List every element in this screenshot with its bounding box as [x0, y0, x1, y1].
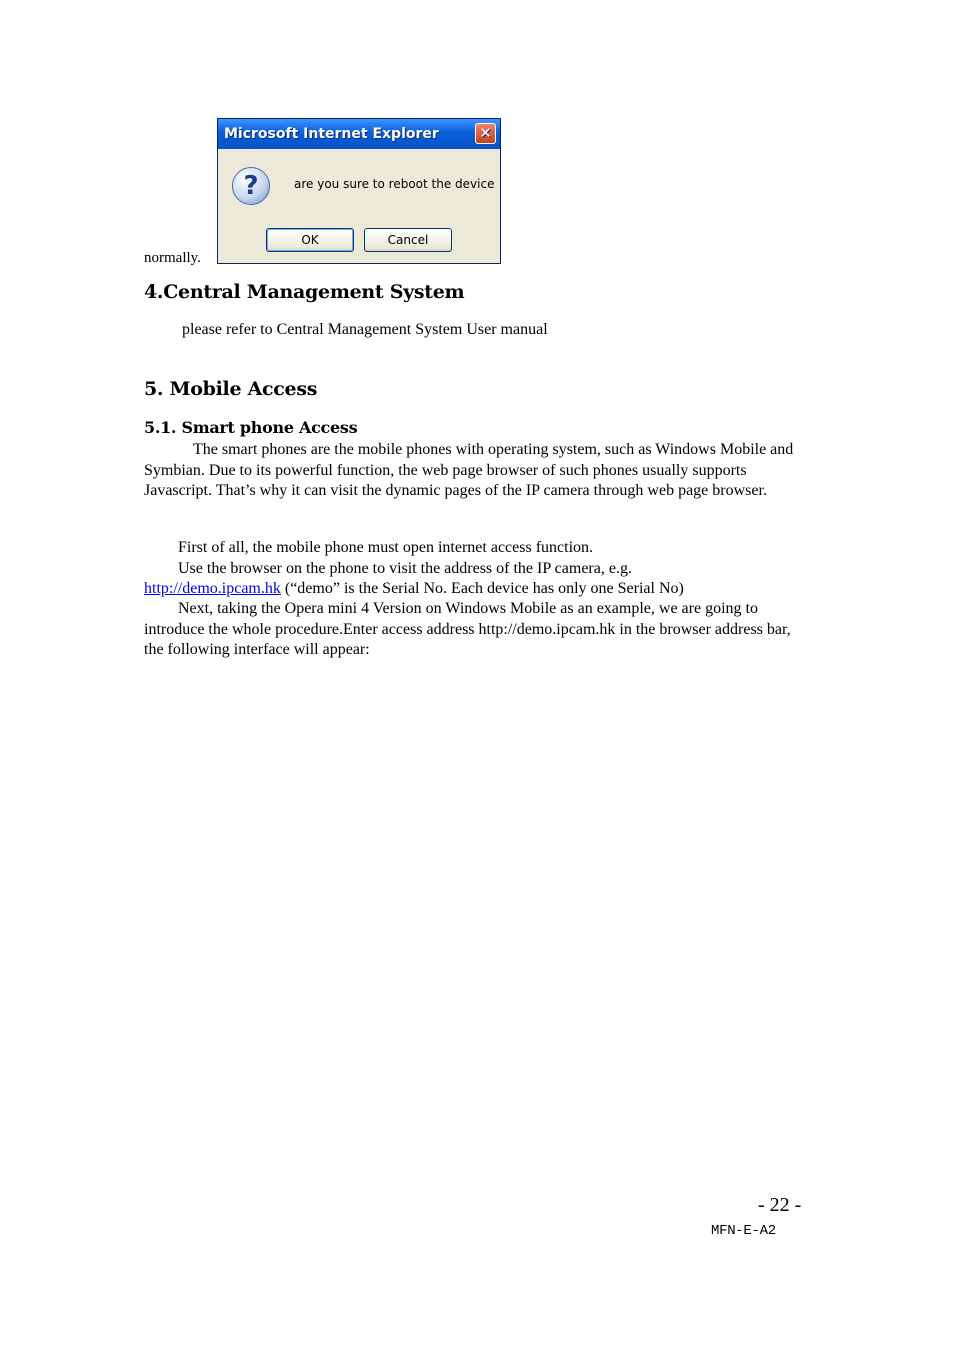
close-icon[interactable]: ✕	[475, 123, 496, 144]
section-5-heading: 5. Mobile Access	[144, 378, 318, 400]
page-number: - 22 -	[758, 1194, 802, 1216]
section-4-heading: 4.Central Management System	[144, 281, 465, 303]
smartphone-paragraph: The smart phones are the mobile phones with operating system, such as Windows Mobile and Symbian. Due to its powerful function, the web page browser of such phones usually supports Javascript. That’s why it can visit the dynamic pages of the IP camera through web page browser.	[144, 441, 794, 499]
step-open-internet: First of all, the mobile phone must open internet access function.	[178, 539, 594, 556]
section-5-1-heading: 5.1. Smart phone Access	[144, 418, 358, 437]
step-use-browser: Use the browser on the phone to visit the address of the IP camera, e.g.	[178, 560, 632, 577]
lead-in-text: normally.	[144, 250, 201, 266]
ok-button[interactable]: OK	[266, 228, 354, 252]
section-4-text: please refer to Central Management System User manual	[182, 321, 548, 338]
cancel-button[interactable]: Cancel	[364, 228, 452, 252]
demo-link[interactable]: http://demo.ipcam.hk	[144, 580, 281, 597]
serial-note: (“demo” is the Serial No. Each device has only one Serial No)	[280, 580, 684, 597]
document-code: MFN-E-A2	[711, 1223, 776, 1239]
question-icon: ?	[232, 167, 270, 205]
opera-mini-paragraph: Next, taking the Opera mini 4 Version on Windows Mobile as an example, we are going to introduce the whole procedure.Enter access address http://demo.ipcam.hk in the browser address bar, the following interface will appear:	[144, 600, 791, 658]
confirm-dialog	[217, 118, 501, 264]
dialog-title-bar	[218, 119, 500, 149]
example-address-line	[144, 579, 684, 600]
dialog-message: are you sure to reboot the device	[294, 177, 495, 191]
dialog-title: Microsoft Internet Explorer	[224, 126, 439, 142]
